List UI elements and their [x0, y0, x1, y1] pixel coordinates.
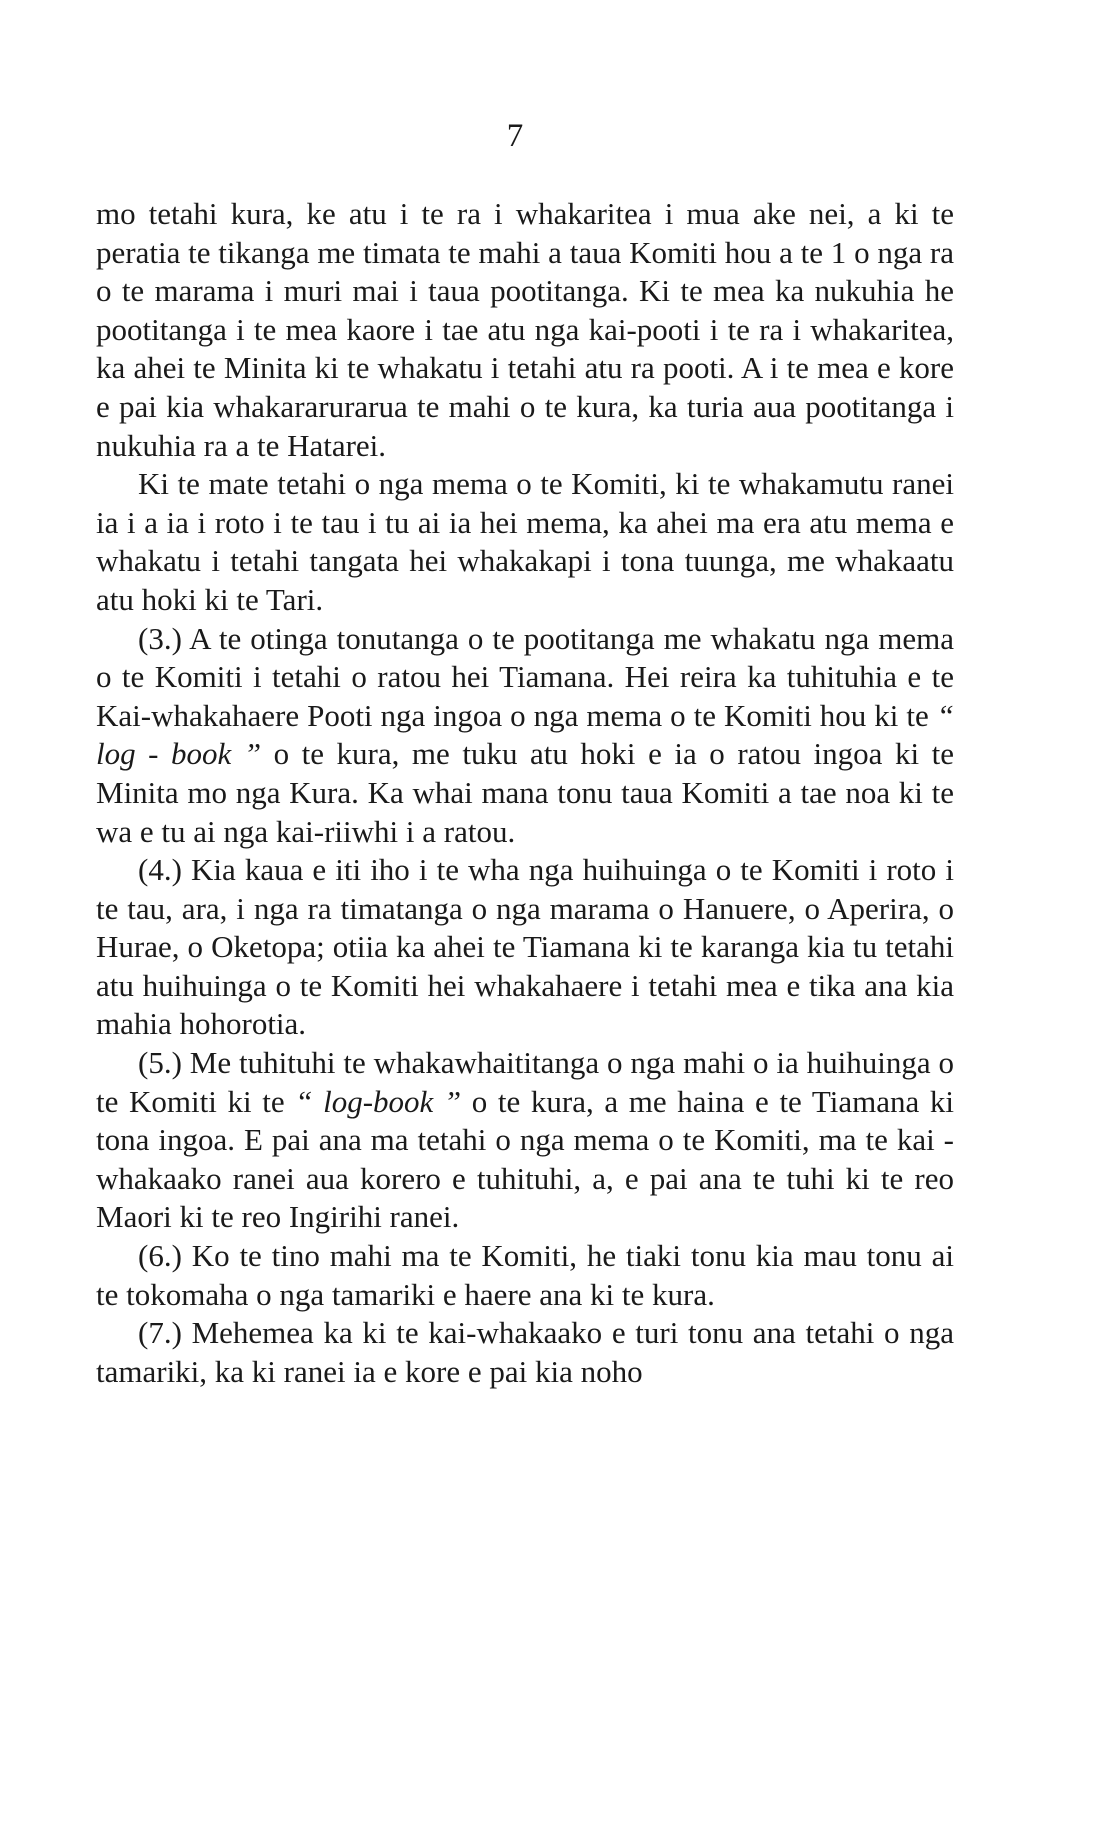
- log-book-term: “ log - book ”: [96, 697, 954, 772]
- paragraph-6: [96, 1237, 954, 1314]
- paragraph-5: [96, 1044, 954, 1237]
- paragraph-1: [96, 195, 954, 465]
- paragraph-7: [96, 1314, 954, 1391]
- paragraph-text: o te kura, me tuku atu hoki e ia o ratou ingoa ki te Minita mo nga Kura. Ka whai mana tonu taua Komiti a tae noa ki te wa e tu ai nga kai-riiwhi i a ratou.: [96, 736, 954, 849]
- paragraph-text: Ki te mate tetahi o nga mema o te Komiti, ki te whakamutu ranei ia i a ia i roto i te tau i tu ai ia hei mema, ka ahei ma era atu mema e whakatu i tetahi tangata hei whakakapi i tona tuunga, me whakaatu atu hoki ki te Tari.: [96, 466, 954, 617]
- body-text: [96, 195, 954, 1391]
- paragraph-3: [96, 620, 954, 852]
- paragraph-text: (7.) Mehemea ka ki te kai-whakaako e turi tonu ana tetahi o nga tamariki, ka ki ranei ia e kore e pai kia noho: [96, 1315, 954, 1389]
- paragraph-text: (3.) A te otinga tonutanga o te pootitanga me whakatu nga mema o te Komiti i tetahi o ratou hei Tiamana. Hei reira ka tuhituhia e te Kai-whakahaere Pooti nga ingoa o nga mema o te Komiti hou ki te: [96, 620, 954, 733]
- paragraph-text: (4.) Kia kaua e iti iho i te wha nga huihuinga o te Komiti i roto i te tau, ara, i nga ra timatanga o nga marama o Hanuere, o Aperira, o Hurae, o Oketopa; otiia ka ahei te Tiamana ki te karanga kia tu tetahi atu huihuinga o te Komiti hei whakahaere i tetahi mea e tika ana kia mahia hohorotia.: [96, 852, 954, 1042]
- page-number: 7: [506, 118, 524, 154]
- paragraph-text: mo tetahi kura, ke atu i te ra i whakaritea i mua ake nei, a ki te peratia te tikanga me timata te mahi a taua Komiti hou a te 1 o nga ra o te marama i muri mai i taua pootitanga. Ki te mea ka nukuhia he pootitanga i te mea kaore i tae atu nga kai-pooti i te ra i whakaritea, ka ahei te Minita ki te whakatu i tetahi atu ra pooti. A i te mea e kore e pai kia whakararurarua te mahi o te kura, ka turia aua pootitanga i nukuhia ra a te Hatarei.: [96, 196, 954, 463]
- paragraph-text: (5.) Me tuhituhi te whakawhaititanga o nga mahi o ia huihuinga o te Komiti ki te: [96, 1045, 954, 1119]
- paragraph-text: (6.) Ko te tino mahi ma te Komiti, he tiaki tonu kia mau tonu ai te tokomaha o nga tamariki e haere ana ki te kura.: [96, 1238, 954, 1312]
- paragraph-text: o te kura, a me haina e te Tiamana ki tona ingoa. E pai ana ma tetahi o nga mema o te Komiti, ma te kai - whakaako ranei aua korero e tuhituhi, a, e pai ana te tuhi ki te reo Maori ki te reo Ingirihi ranei.: [96, 1083, 954, 1235]
- paragraph-2: [96, 465, 954, 619]
- log-book-term: “ log-book ”: [295, 1083, 462, 1119]
- paragraph-4: [96, 851, 954, 1044]
